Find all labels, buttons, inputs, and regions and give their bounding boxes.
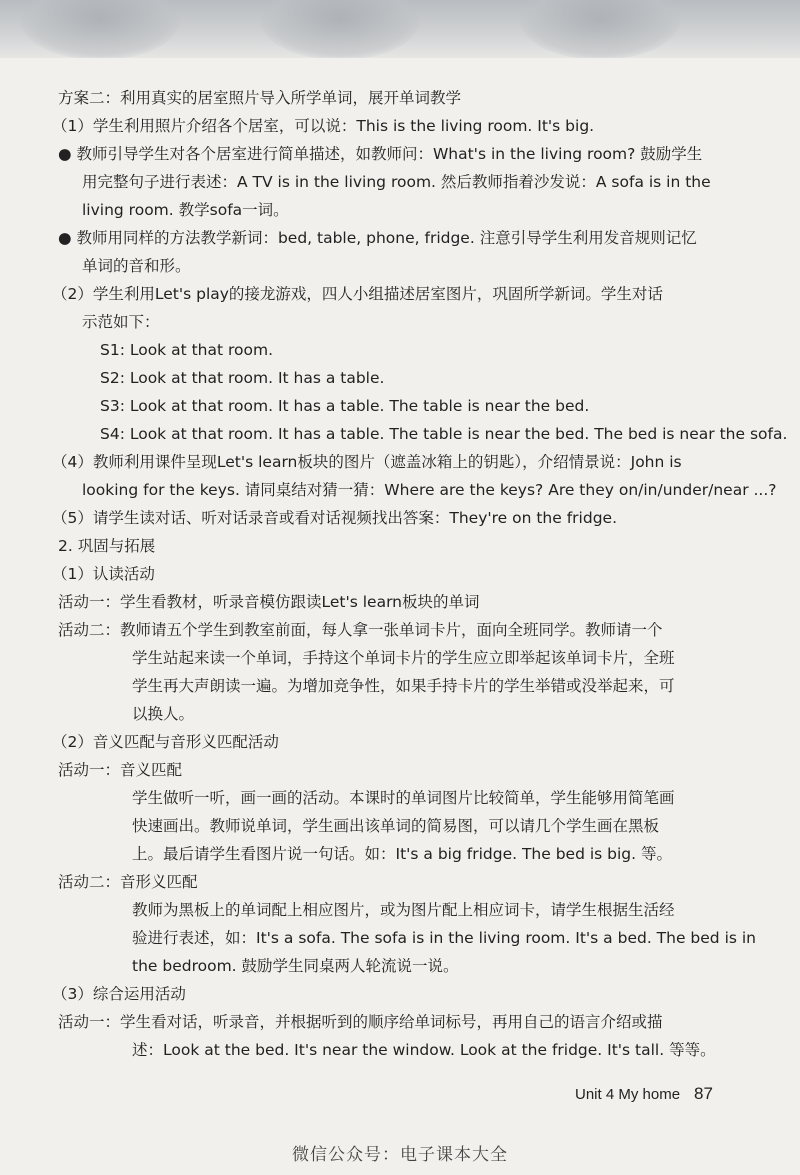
text-line: living room. 教学sofa一词。 <box>82 201 289 219</box>
band-decoration <box>260 0 420 58</box>
text-line: 学生站起来读一个单词，手持这个单词卡片的学生应立即举起该单词卡片，全班 <box>132 649 675 667</box>
top-decorative-band <box>0 0 800 58</box>
text-line: 学生做听一听，画一画的活动。本课时的单词图片比较简单，学生能够用简笔画 <box>132 789 675 807</box>
text-line: （2）学生利用Let's play的接龙游戏，四人小组描述居室图片，巩固所学新词。学生对话 <box>52 285 663 303</box>
text-line: 快速画出。教师说单词，学生画出该单词的简易图，可以请几个学生画在黑板 <box>132 817 660 835</box>
section-heading: 方案二：利用真实的居室照片导入所学单词，展开单词教学 <box>58 89 462 107</box>
band-decoration <box>20 0 180 58</box>
band-decoration <box>520 0 680 58</box>
text-line: 教师为黑板上的单词配上相应图片，或为图片配上相应词卡，请学生根据生活经 <box>132 901 675 919</box>
activity-line: 活动一：学生看对话，听录音，并根据听到的顺序给单词标号，再用自己的语言介绍或描 <box>58 1013 663 1031</box>
text-line: （5）请学生读对话、听对话录音或看对话视频找出答案：They're on the fridge. <box>52 509 617 527</box>
unit-title: Unit 4 My home <box>575 1086 681 1103</box>
text-line: （4）教师利用课件呈现Let's learn板块的图片（遮盖冰箱上的钥匙），介绍情景说：John is <box>52 453 682 471</box>
watermark-note: 微信公众号：电子课本大全 <box>292 1145 508 1165</box>
dialogue-line: S2: Look at that room. It has a table. <box>100 369 385 387</box>
activity-line: 活动一：音义匹配 <box>58 761 183 779</box>
subsection-heading: （2）音义匹配与音形义匹配活动 <box>52 733 279 751</box>
bullet-line: ● 教师引导学生对各个居室进行简单描述，如教师问：What's in the living room? 鼓励学生 <box>58 145 703 163</box>
text-line: 单词的音和形。 <box>82 257 191 275</box>
text-line: （1）学生利用照片介绍各个居室，可以说：This is the living room. It's big. <box>52 117 595 135</box>
dialogue-line: S3: Look at that room. It has a table. The table is near the bed. <box>100 397 590 415</box>
text-line: the bedroom. 鼓励学生同桌两人轮流说一说。 <box>132 957 459 975</box>
text-line: 述：Look at the bed. It's near the window. Look at the fridge. It's tall. 等等。 <box>132 1041 716 1059</box>
bullet-line: ● 教师用同样的方法教学新词：bed, table, phone, fridge. 注意引导学生利用发音规则记忆 <box>58 229 697 247</box>
text-line: looking for the keys. 请同桌结对猜一猜：Where are the keys? Are they on/in/under/near ...? <box>82 481 777 499</box>
dialogue-line: S4: Look at that room. It has a table. The table is near the bed. The bed is near the sofa. <box>100 425 788 443</box>
text-line: 示范如下： <box>82 313 160 331</box>
text-line: 以换人。 <box>132 705 195 723</box>
page-number: 87 <box>694 1084 713 1103</box>
activity-line: 活动二：教师请五个学生到教室前面，每人拿一张单词卡片，面向全班同学。教师请一个 <box>58 621 663 639</box>
subsection-heading: （3）综合运用活动 <box>52 985 186 1003</box>
activity-line: 活动二：音形义匹配 <box>58 873 198 891</box>
subsection-heading: （1）认读活动 <box>52 565 155 583</box>
text-line: 学生再大声朗读一遍。为增加竞争性，如果手持卡片的学生举错或没举起来，可 <box>132 677 675 695</box>
section-heading: 2. 巩固与拓展 <box>58 537 156 555</box>
page-footer <box>575 1084 713 1104</box>
text-line: 用完整句子进行表述：A TV is in the living room. 然后教师指着沙发说：A sofa is in the <box>82 173 711 191</box>
activity-line: 活动一：学生看教材，听录音模仿跟读Let's learn板块的单词 <box>58 593 480 611</box>
dialogue-line: S1: Look at that room. <box>100 341 274 359</box>
text-line: 验进行表述，如：It's a sofa. The sofa is in the living room. It's a bed. The bed is in <box>132 929 757 947</box>
text-line: 上。最后请学生看图片说一句话。如：It's a big fridge. The bed is big. 等。 <box>132 845 672 863</box>
